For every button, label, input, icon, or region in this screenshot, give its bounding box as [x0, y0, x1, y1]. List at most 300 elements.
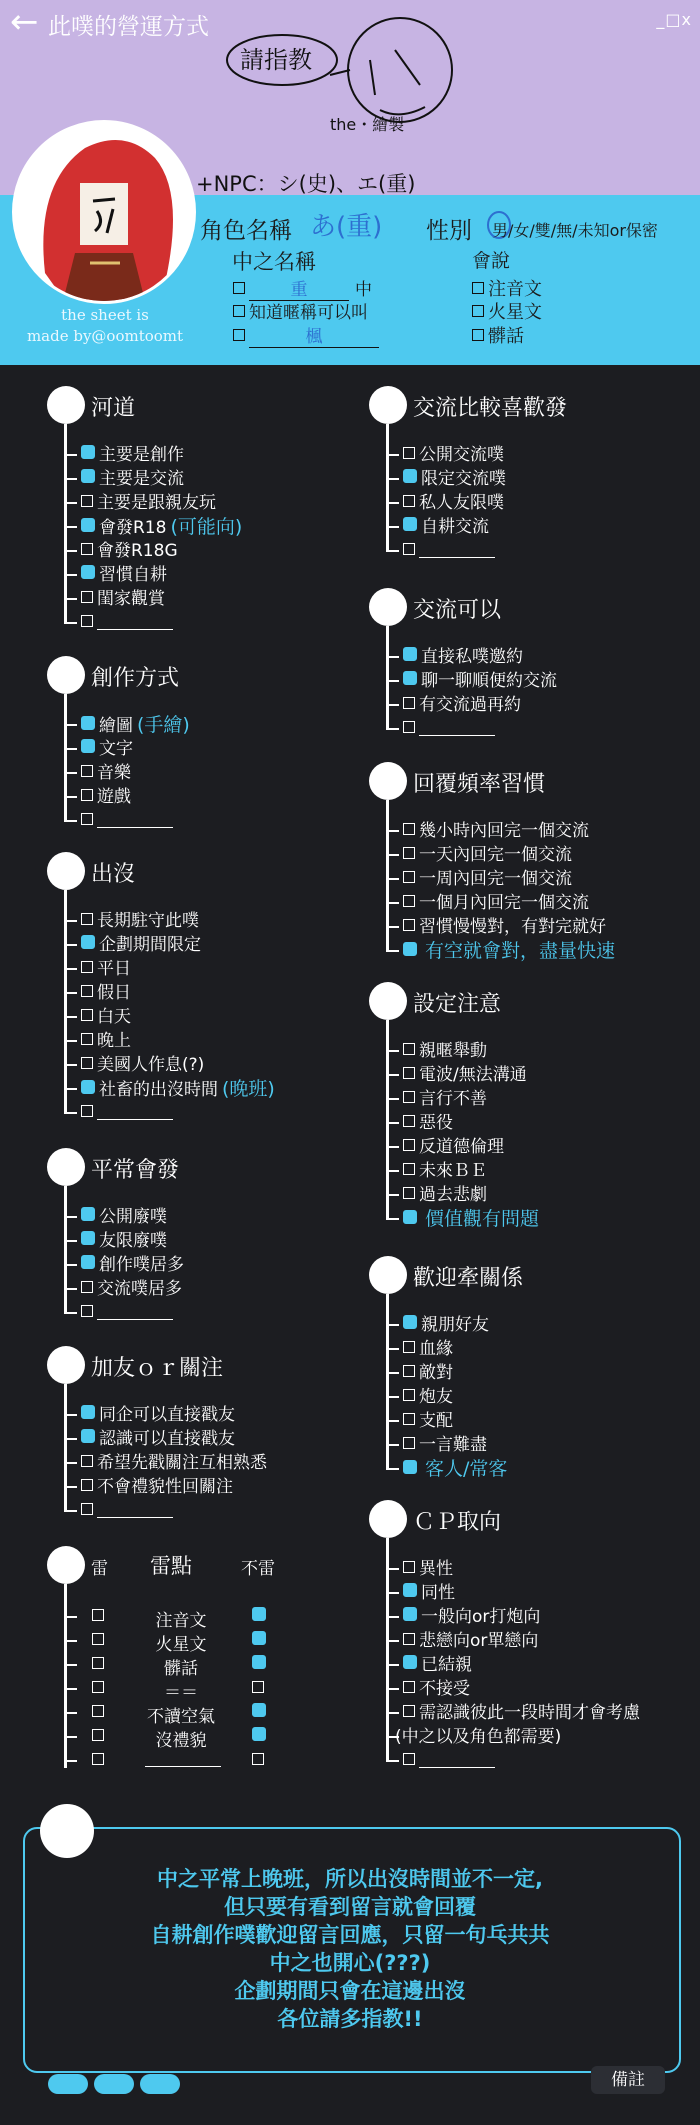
left-tick-0-2 [65, 502, 77, 504]
right-item-0-2[interactable] [403, 492, 504, 514]
checkbox[interactable] [403, 1460, 417, 1474]
right-line-5 [386, 1538, 389, 1762]
mine-checkbox-3[interactable] [92, 1678, 108, 1700]
left-item-2-1[interactable] [81, 934, 201, 956]
right-item-label: 悲戀向or單戀向 [419, 1631, 539, 1651]
right-item-label: (中之以及角色都需要) [395, 1727, 562, 1747]
left-item-label: 主要是跟親友玩 [97, 493, 216, 513]
blank-line[interactable] [419, 721, 495, 736]
right-item-label: 未來ＢＥ [419, 1161, 487, 1181]
left-tick-2-4 [65, 1016, 77, 1018]
left-item-4-1[interactable] [81, 1428, 235, 1450]
blank-line[interactable] [97, 615, 173, 630]
left-item-label: 希望先戳關注互相熟悉 [97, 1453, 267, 1473]
left-tick-2-2 [65, 968, 77, 970]
checkbox[interactable] [252, 1607, 266, 1621]
mines-label-1: 火星文 [155, 1635, 207, 1655]
right-item-3-4[interactable] [403, 1136, 504, 1158]
right-handwritten-note: 價值觀有問題 [425, 1208, 540, 1230]
right-item-label: 已結親 [421, 1655, 472, 1675]
left-item-2-7[interactable] [81, 1078, 275, 1101]
checkbox[interactable] [81, 469, 95, 483]
right-item-4-4[interactable] [403, 1410, 453, 1432]
right-tick-2-4 [387, 926, 399, 928]
checkbox[interactable] [403, 1187, 415, 1199]
left-node-3 [47, 1148, 85, 1186]
right-item-4-0[interactable] [403, 1314, 489, 1336]
blank-line[interactable] [419, 1753, 495, 1768]
left-item-label: 長期駐守此噗 [97, 911, 199, 931]
left-tick-0-0 [65, 454, 77, 456]
checkbox[interactable] [403, 1115, 415, 1127]
left-item-4-2[interactable] [81, 1452, 267, 1474]
credit-line-2: made by@oomtoomt [26, 327, 184, 345]
checkbox[interactable] [403, 942, 417, 956]
alias-value-1: 重 [249, 275, 349, 301]
checkbox[interactable] [81, 765, 93, 777]
remarks-node [40, 1804, 94, 1858]
checkbox[interactable] [403, 919, 415, 931]
left-item-label: 交流噗居多 [97, 1279, 182, 1299]
left-item-4-3[interactable] [81, 1476, 233, 1498]
right-item-label: 炮友 [419, 1387, 453, 1407]
blank-line[interactable] [97, 1305, 173, 1320]
checkbox[interactable] [81, 1207, 95, 1221]
checkbox[interactable] [403, 543, 415, 555]
right-tick-2-3 [387, 902, 399, 904]
checkbox[interactable] [403, 447, 415, 459]
checkbox[interactable] [403, 1210, 417, 1224]
checkbox[interactable] [252, 1655, 266, 1669]
right-item-4-1[interactable] [403, 1338, 453, 1360]
left-item-1-2[interactable] [81, 762, 131, 784]
right-tick-3-3 [387, 1122, 399, 1124]
right-item-1-1[interactable] [403, 670, 557, 692]
alias-row-2[interactable] [233, 298, 368, 323]
arrow-left-icon[interactable]: ← [10, 2, 39, 42]
mines-tick [65, 1616, 77, 1618]
left-tick-4-1 [65, 1438, 77, 1440]
right-item-3-3[interactable] [403, 1112, 453, 1134]
checkbox[interactable] [92, 1657, 104, 1669]
mine-checkbox-6[interactable] [92, 1750, 108, 1772]
left-item-label: 不會禮貌性回關注 [97, 1477, 233, 1497]
right-item-label: 惡役 [419, 1113, 453, 1133]
left-item-4-4[interactable] [81, 1500, 173, 1522]
right-item-2-5[interactable] [403, 940, 615, 963]
speak-label-3: 髒話 [488, 326, 524, 347]
checkbox[interactable] [403, 495, 415, 507]
speak-row-3[interactable] [472, 322, 524, 348]
left-tick-0-4 [65, 550, 77, 552]
checkbox[interactable] [403, 895, 415, 907]
checkbox[interactable] [252, 1681, 264, 1693]
nomine-checkbox-0[interactable] [252, 1606, 270, 1628]
right-item-label: 私人友限噗 [419, 493, 504, 513]
right-item-3-0[interactable] [403, 1040, 487, 1062]
right-item-label: 過去悲劇 [419, 1185, 487, 1205]
checkbox[interactable] [403, 1413, 415, 1425]
left-item-3-0[interactable] [81, 1206, 167, 1228]
checkbox[interactable] [403, 721, 415, 733]
checkbox[interactable] [81, 1231, 95, 1245]
checkbox[interactable] [403, 1163, 415, 1175]
left-handwritten-note: (可能向) [170, 516, 243, 538]
checkbox[interactable] [81, 1033, 93, 1045]
remark-line-1: 中之平常上晚班，所以出沒時間並不一定, [157, 1867, 543, 1891]
blank-line[interactable] [97, 813, 173, 828]
mines-label-5: 沒禮貌 [155, 1731, 207, 1751]
right-item-5-2[interactable] [403, 1606, 540, 1628]
page-dot-2[interactable] [94, 2074, 134, 2094]
nomine-checkbox-4[interactable] [252, 1702, 270, 1724]
left-item-3-3[interactable] [81, 1278, 182, 1300]
checkbox[interactable] [81, 1429, 95, 1443]
right-item-5-5[interactable] [403, 1678, 470, 1700]
left-item-label: 主要是交流 [99, 469, 184, 489]
remark-line-3: 自耕創作噗歡迎留言回應，只留一句乓共共 [150, 1923, 550, 1947]
right-item-label: 電波/無法溝通 [419, 1065, 527, 1085]
checkbox[interactable] [403, 1365, 415, 1377]
right-item-5-4[interactable] [403, 1654, 472, 1676]
left-node-1 [47, 656, 85, 694]
right-item-4-3[interactable] [403, 1386, 453, 1408]
checkbox[interactable] [403, 1437, 415, 1449]
blank-line[interactable] [145, 1752, 221, 1767]
alias-checkbox-2[interactable] [233, 305, 245, 317]
checkbox[interactable] [252, 1753, 264, 1765]
checkbox[interactable] [92, 1681, 104, 1693]
right-item-label: 親暱舉動 [419, 1041, 487, 1061]
gender-label: 性別 [426, 218, 472, 244]
mines-tick [65, 1736, 77, 1738]
memo-button[interactable]: 備註 [591, 2066, 665, 2094]
left-item-label: 主要是創作 [99, 445, 184, 465]
right-item-5-7[interactable] [395, 1726, 561, 1748]
checkbox[interactable] [403, 469, 417, 483]
checkbox[interactable] [81, 813, 93, 825]
remark-line-6: 各位請多指教!! [277, 2007, 423, 2031]
checkbox[interactable] [403, 1633, 415, 1645]
checkbox[interactable] [81, 789, 93, 801]
alias-checkbox-1[interactable] [233, 282, 245, 294]
left-item-label: 文字 [99, 739, 133, 759]
right-item-2-1[interactable] [403, 844, 572, 866]
left-tick-2-5 [65, 1040, 77, 1042]
checkbox[interactable] [403, 1655, 417, 1669]
checkbox[interactable] [403, 1681, 415, 1693]
left-item-3-1[interactable] [81, 1230, 167, 1252]
alias-checkbox-3[interactable] [233, 329, 245, 341]
mines-label-2: 髒話 [164, 1659, 198, 1679]
checkbox[interactable] [252, 1631, 266, 1645]
checkbox[interactable] [81, 1405, 95, 1419]
checkbox[interactable] [403, 1753, 415, 1765]
page-title: 此噗的營運方式 [48, 14, 209, 40]
remark-line-4: 中之也開心(???) [269, 1951, 431, 1975]
mines-label-4: 不讀空氣 [147, 1707, 215, 1727]
right-tick-0-0 [387, 454, 399, 456]
gender-options[interactable]: 男/女/雙/無/未知or保密 [492, 221, 658, 240]
checkbox[interactable] [92, 1753, 104, 1765]
checkbox[interactable] [403, 1043, 415, 1055]
left-tick-1-3 [65, 796, 77, 798]
speak-checkbox-2[interactable] [472, 305, 484, 317]
checkbox[interactable] [81, 739, 95, 753]
checkbox[interactable] [92, 1633, 104, 1645]
checkbox[interactable] [403, 1561, 415, 1573]
right-section-title-4: 歡迎牽關係 [413, 1266, 524, 1291]
left-item-2-0[interactable] [81, 910, 199, 932]
checkbox[interactable] [403, 517, 417, 531]
right-item-label: 親朋好友 [421, 1315, 489, 1335]
left-item-2-6[interactable] [81, 1054, 204, 1076]
right-tick-3-2 [387, 1098, 399, 1100]
checkbox[interactable] [81, 1255, 95, 1269]
checkbox[interactable] [403, 871, 415, 883]
checkbox[interactable] [403, 1315, 417, 1329]
name-value[interactable]: あ(重) [310, 212, 383, 242]
right-item-1-0[interactable] [403, 646, 523, 668]
left-item-0-5[interactable] [81, 564, 167, 586]
left-item-2-2[interactable] [81, 958, 131, 980]
page-dot-1[interactable] [48, 2074, 88, 2094]
right-item-5-8[interactable] [403, 1750, 495, 1772]
left-item-0-3[interactable] [81, 516, 242, 539]
checkbox[interactable] [92, 1705, 104, 1717]
speak-label-2: 火星文 [488, 302, 542, 323]
right-tick-5-0 [387, 1568, 399, 1570]
right-item-1-2[interactable] [403, 694, 521, 716]
left-item-0-6[interactable] [81, 588, 165, 610]
checkbox[interactable] [403, 1067, 415, 1079]
checkbox[interactable] [81, 913, 93, 925]
left-item-2-8[interactable] [81, 1102, 173, 1124]
checkbox[interactable] [252, 1703, 266, 1717]
left-item-1-0[interactable] [81, 714, 190, 737]
checkbox[interactable] [403, 1341, 415, 1353]
checkbox[interactable] [81, 961, 93, 973]
left-item-0-2[interactable] [81, 492, 216, 514]
left-item-0-7[interactable] [81, 612, 173, 634]
speak-checkbox-1[interactable] [472, 282, 484, 294]
sheet-credit [10, 305, 200, 347]
left-item-label: 友限廢噗 [99, 1231, 167, 1251]
mine-checkbox-2[interactable] [92, 1654, 108, 1676]
checkbox[interactable] [252, 1727, 266, 1741]
window-controls[interactable]: _□x [656, 10, 692, 29]
checkbox[interactable] [81, 1305, 93, 1317]
checkbox[interactable] [92, 1609, 104, 1621]
right-item-2-4[interactable] [403, 916, 606, 938]
right-item-2-2[interactable] [403, 868, 572, 890]
checkbox[interactable] [81, 935, 95, 949]
right-item-4-2[interactable] [403, 1362, 453, 1384]
right-item-1-3[interactable] [403, 718, 495, 740]
right-tick-3-6 [387, 1194, 399, 1196]
left-item-label: 閨家觀賞 [97, 589, 165, 609]
speak-checkbox-3[interactable] [472, 329, 484, 341]
checkbox[interactable] [403, 823, 415, 835]
right-tick-4-1 [387, 1348, 399, 1350]
checkbox[interactable] [81, 1479, 93, 1491]
mine-checkbox-0[interactable] [92, 1606, 108, 1628]
left-tick-2-7 [65, 1088, 77, 1090]
right-section-title-0: 交流比較喜歡發 [413, 396, 568, 421]
blank-line[interactable] [97, 1503, 173, 1518]
left-item-label: 社畜的出沒時間 [99, 1080, 218, 1100]
page-dot-3[interactable] [140, 2074, 180, 2094]
left-tick-0-3 [65, 526, 77, 528]
right-item-2-3[interactable] [403, 892, 589, 914]
left-tick-3-0 [65, 1216, 77, 1218]
right-tick-4-6 [387, 1468, 399, 1470]
blank-line[interactable] [419, 543, 495, 558]
checkbox[interactable] [403, 1583, 417, 1597]
left-item-3-4[interactable] [81, 1302, 173, 1324]
mines-tick [65, 1760, 77, 1762]
checkbox[interactable] [81, 1455, 93, 1467]
left-item-2-3[interactable] [81, 982, 131, 1004]
checkbox[interactable] [403, 671, 417, 685]
right-item-5-0[interactable] [403, 1558, 453, 1580]
left-item-4-0[interactable] [81, 1404, 235, 1426]
right-tick-2-2 [387, 878, 399, 880]
checkbox[interactable] [81, 543, 93, 555]
left-item-0-0[interactable] [81, 444, 184, 466]
checkbox[interactable] [403, 1705, 415, 1717]
checkbox[interactable] [81, 1503, 93, 1515]
left-tick-1-2 [65, 772, 77, 774]
checkbox[interactable] [81, 445, 95, 459]
nomine-checkbox-1[interactable] [252, 1630, 270, 1652]
left-item-label: 同企可以直接戳友 [99, 1405, 235, 1425]
right-item-5-6[interactable] [403, 1702, 640, 1724]
checkbox[interactable] [81, 1281, 93, 1293]
nomine-checkbox-3[interactable] [252, 1678, 268, 1700]
right-tick-3-0 [387, 1050, 399, 1052]
left-item-label: 美國人作息(?) [97, 1055, 205, 1075]
right-item-label: 公開交流噗 [419, 445, 504, 465]
checkbox[interactable] [81, 565, 95, 579]
alias-row-3[interactable] [233, 322, 379, 348]
right-item-0-4[interactable] [403, 540, 495, 562]
checkbox[interactable] [403, 697, 415, 709]
right-line-1 [386, 626, 389, 730]
nomine-checkbox-2[interactable] [252, 1654, 270, 1676]
nomine-checkbox-6[interactable] [252, 1750, 268, 1772]
right-item-0-0[interactable] [403, 444, 504, 466]
checkbox[interactable] [92, 1729, 104, 1741]
right-node-5 [369, 1500, 407, 1538]
right-item-5-3[interactable] [403, 1630, 538, 1652]
speak-row-2[interactable] [472, 298, 542, 324]
mine-checkbox-1[interactable] [92, 1630, 108, 1652]
right-item-2-0[interactable] [403, 820, 589, 842]
right-item-5-1[interactable] [403, 1582, 455, 1604]
right-item-0-3[interactable] [403, 516, 489, 538]
right-tick-3-1 [387, 1074, 399, 1076]
left-tick-1-4 [65, 820, 77, 822]
left-section-title-4: 加友ｏｒ關注 [91, 1356, 224, 1381]
right-item-3-7[interactable] [403, 1208, 539, 1231]
checkbox[interactable] [81, 518, 95, 532]
left-tick-0-7 [65, 622, 77, 624]
checkbox[interactable] [81, 591, 93, 603]
left-item-2-5[interactable] [81, 1030, 131, 1052]
speak-label-1: 注音文 [488, 279, 542, 300]
remark-line-2: 但只要有看到留言就會回覆 [224, 1895, 476, 1919]
right-node-2 [369, 762, 407, 800]
left-tick-4-0 [65, 1414, 77, 1416]
doodle-text-signature: the・繪製 [330, 115, 405, 134]
checkbox[interactable] [403, 1091, 415, 1103]
left-item-label: 繪圖 [99, 716, 133, 736]
checkbox[interactable] [81, 985, 93, 997]
right-item-label: 幾小時內回完一個交流 [419, 821, 589, 841]
left-line-2 [64, 890, 67, 1114]
right-item-3-6[interactable] [403, 1184, 487, 1206]
mines-label-3: ＝＝ [164, 1683, 198, 1703]
checkbox[interactable] [403, 1139, 415, 1151]
right-section-title-2: 回覆頻率習慣 [413, 772, 546, 797]
checkbox[interactable] [403, 647, 417, 661]
mines-tick [65, 1688, 77, 1690]
nomine-checkbox-5[interactable] [252, 1726, 270, 1748]
checkbox[interactable] [81, 716, 95, 730]
right-handwritten-note: 有空就會對，盡量快速 [425, 940, 616, 962]
left-tick-3-4 [65, 1312, 77, 1314]
left-tick-1-0 [65, 724, 77, 726]
left-item-2-4[interactable] [81, 1006, 131, 1028]
right-tick-4-0 [387, 1324, 399, 1326]
right-item-3-1[interactable] [403, 1064, 527, 1086]
left-item-3-2[interactable] [81, 1254, 184, 1276]
right-item-3-5[interactable] [403, 1160, 487, 1182]
mines-blank-6[interactable] [143, 1750, 223, 1770]
right-tick-2-1 [387, 854, 399, 856]
checkbox[interactable] [81, 495, 93, 507]
checkbox[interactable] [81, 615, 93, 627]
mine-checkbox-4[interactable] [92, 1702, 108, 1724]
checkbox[interactable] [81, 1080, 95, 1094]
right-item-label: 異性 [419, 1559, 453, 1579]
right-item-0-1[interactable] [403, 468, 506, 490]
left-item-1-3[interactable] [81, 786, 131, 808]
left-item-1-1[interactable] [81, 738, 133, 760]
right-line-0 [386, 424, 389, 552]
right-tick-0-3 [387, 526, 399, 528]
right-item-4-6[interactable] [403, 1458, 507, 1481]
right-handwritten-note: 客人/常客 [425, 1458, 508, 1480]
right-tick-3-7 [387, 1218, 399, 1220]
checkbox[interactable] [403, 847, 415, 859]
checkbox[interactable] [403, 1607, 417, 1621]
left-item-0-1[interactable] [81, 468, 184, 490]
checkbox[interactable] [81, 1057, 93, 1069]
left-item-0-4[interactable] [81, 540, 178, 562]
checkbox[interactable] [81, 1009, 93, 1021]
checkbox[interactable] [403, 1389, 415, 1401]
right-item-label: 直接私噗邀約 [421, 647, 523, 667]
right-item-4-5[interactable] [403, 1434, 487, 1456]
blank-line[interactable] [97, 1105, 173, 1120]
checkbox[interactable] [81, 1105, 93, 1117]
mine-checkbox-5[interactable] [92, 1726, 108, 1748]
right-item-3-2[interactable] [403, 1088, 487, 1110]
right-tick-1-0 [387, 656, 399, 658]
left-item-1-4[interactable] [81, 810, 173, 832]
